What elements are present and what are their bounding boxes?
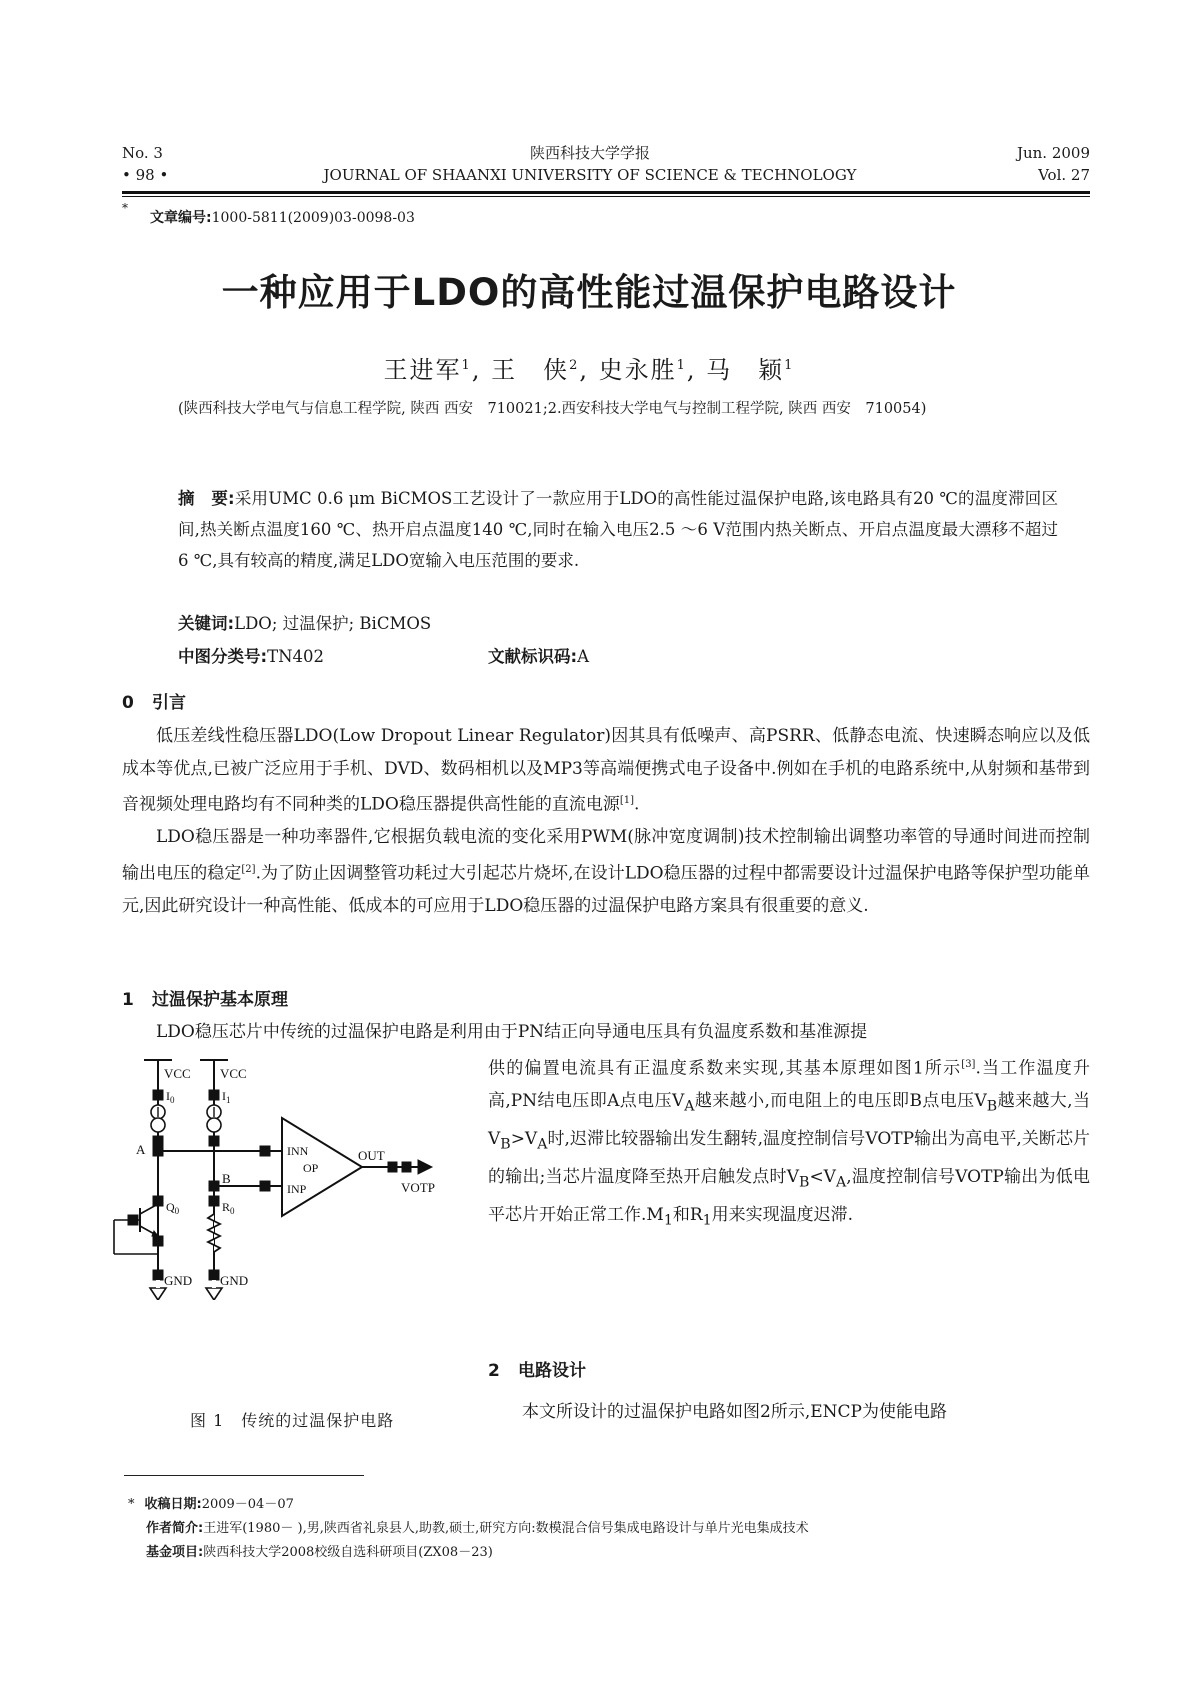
abstract-text: 采用UMC 0.6 μm BiCMOS工艺设计了一款应用于LDO的高性能过温保护电路,该电路具有20 ℃的温度滞回区间,热关断点温度160 ℃、热开启点温度140 ℃,同时在输入电压2.5 ～6 V范围内热关断点、开启点温度最大漂移不超过6 ℃,具有较高的精度,满足LDO宽输入电压范围的要求. <box>178 489 1058 570</box>
votp-label: VOTP <box>401 1180 435 1195</box>
header-left <box>122 142 168 186</box>
subscript: A <box>835 1174 847 1191</box>
author-affiliation-mark: 2 <box>569 358 580 373</box>
journal-name-en: JOURNAL OF SHAANXI UNIVERSITY OF SCIENCE & TECHNOLOGY <box>323 166 857 184</box>
inn-label: INN <box>287 1144 309 1158</box>
section-number: 0 <box>122 693 134 713</box>
out-label: OUT <box>358 1148 385 1163</box>
output-arrow-icon <box>418 1160 432 1174</box>
figure-1-caption: 图 1 传统的过温保护电路 <box>190 1411 395 1430</box>
principle-first-line <box>122 1016 1090 1049</box>
text-run: . <box>634 794 640 815</box>
article-star: * <box>122 201 128 215</box>
ground-icon <box>150 1288 166 1300</box>
author-name: 史永胜 <box>598 356 677 384</box>
fund-value: 陕西科技大学2008校级自选科研项目(ZX08－23) <box>203 1545 493 1560</box>
section-heading-2 <box>488 1356 586 1381</box>
text-run: 用来实现温度迟滞. <box>711 1204 854 1225</box>
resistor-icon <box>208 1214 220 1252</box>
author-bio-label: 作者简介: <box>146 1521 204 1536</box>
op-label: OP <box>303 1161 319 1175</box>
issue-date: Jun. 2009 <box>1016 144 1090 162</box>
volume: Vol. 27 <box>1038 166 1090 184</box>
ground-icon <box>206 1288 222 1300</box>
affiliation: (陕西科技大学电气与信息工程学院, 陕西 西安 710021;2.西安科技大学电气与控制工程学院, 陕西 西安 710054) <box>178 401 927 417</box>
design-text <box>488 1396 1090 1429</box>
page-number: • 98 • <box>122 166 169 184</box>
output-pin <box>388 1162 397 1172</box>
bjt-transistor-icon <box>114 1204 163 1254</box>
subscript: A <box>684 1098 695 1115</box>
keywords-value: LDO; 过温保护; BiCMOS <box>234 614 432 633</box>
section-title: 过温保护基本原理 <box>152 990 288 1010</box>
abstract-label: 摘 要: <box>178 489 235 508</box>
paragraph <box>488 1049 1090 1237</box>
article-number-label: 文章编号: <box>150 210 212 226</box>
text-run: 供的偏置电流具有正温度系数来实现,其基本原理如图1所示 <box>488 1058 962 1079</box>
author-affiliation-mark: 1 <box>461 358 472 373</box>
footnote-rule <box>124 1475 364 1476</box>
section-heading-1 <box>122 985 288 1010</box>
inn-pin <box>260 1146 270 1156</box>
subscript: 1 <box>663 1212 673 1229</box>
abstract <box>178 483 1058 576</box>
paper-title: 一种应用于LDO的高性能过温保护电路设计 <box>221 271 957 314</box>
received-date <box>128 1493 809 1517</box>
document-code-label: 文献标识码: <box>488 647 578 666</box>
current-source-icon <box>151 1090 165 1146</box>
r0-label: $R_0$ <box>222 1200 235 1216</box>
output-pin <box>402 1162 411 1172</box>
subscript: B <box>986 1098 998 1115</box>
header-center <box>250 142 930 186</box>
current-source-icon <box>207 1090 221 1146</box>
subscript: B <box>500 1136 511 1153</box>
author-bio-value: 王进军(1980－ ),男,陕西省礼泉县人,助教,硕士,研究方向:数模混合信号集成电路设计与单片光电集成技术 <box>203 1521 809 1536</box>
issue-number: No. 3 <box>122 144 163 162</box>
classification-label: 中图分类号: <box>178 647 268 666</box>
text-run: 低压差线性稳压器LDO(Low Dropout Linear Regulator)因其具有低噪声、高PSRR、低静态电流、快速瞬态响应以及低成本等优点,已被广泛应用于手机、DVD、数码相机以及MP3等高端便携式电子设备中.例如在手机的电路系统中,从射频和基带到音视频处理电路均有不同种类的LDO稳压器提供高性能的直流电源 <box>122 726 1090 815</box>
classification-value: TN402 <box>267 647 325 666</box>
author-name: 王进军 <box>383 356 462 384</box>
vcc-label: VCC <box>220 1066 247 1081</box>
text-run: 越来越大,当V <box>488 1091 1090 1150</box>
section-number: 1 <box>122 990 134 1010</box>
paragraph: 本文所设计的过温保护电路如图2所示,ENCP为使能电路 <box>522 1402 947 1422</box>
citation: [1] <box>619 795 635 806</box>
section-title: 引言 <box>152 693 186 713</box>
classification <box>178 643 324 667</box>
gnd-label: GND <box>164 1273 193 1288</box>
vcc-label: VCC <box>164 1066 191 1081</box>
paragraph: LDO稳压芯片中传统的过温保护电路是利用由于PN结正向导通电压具有负温度系数和基准源提 <box>156 1022 868 1042</box>
author-list: 王进军$^1$, 王 侠$^2$, 史永胜$^1$, 马 颖$^1$ <box>383 356 795 384</box>
citation: [3] <box>961 1059 976 1070</box>
header-right <box>1017 142 1090 186</box>
article-number <box>122 201 415 227</box>
inp-label: INP <box>287 1182 307 1196</box>
text-run: .为了防止因调整管功耗过大引起芯片烧坏,在设计LDO稳压器的过程中都需要设计过温保护电路等保护型功能单元,因此研究设计一种高性能、低成本的可应用于LDO稳压器的过温保护电路方案具有很重要的意义. <box>122 863 1090 916</box>
q0-label: $Q_0$ <box>166 1200 180 1216</box>
header-rule <box>122 191 1090 194</box>
fund-info <box>146 1541 809 1565</box>
author-name: 王 侠 <box>491 356 570 384</box>
node-a-label: A <box>136 1142 146 1157</box>
section-title: 电路设计 <box>518 1361 586 1381</box>
node-b-label: B <box>222 1171 231 1186</box>
author-name: 马 颖 <box>706 356 785 384</box>
i1-label: $I_1$ <box>222 1089 231 1105</box>
text-run: ,温度控制信号VOTP输出为低电平芯片开始正常工作.M <box>488 1166 1090 1225</box>
comparator-symbol <box>282 1118 362 1216</box>
received-value: 2009－04－07 <box>201 1497 294 1512</box>
i0-label: $I_0$ <box>166 1089 175 1105</box>
author-affiliation-mark: 1 <box>784 358 795 373</box>
author-affiliation-mark: 1 <box>676 358 687 373</box>
text-run: <V <box>809 1166 836 1187</box>
principle-text <box>488 1049 1090 1237</box>
subscript: A <box>537 1136 548 1153</box>
text-run: 和R <box>672 1204 703 1225</box>
intro-text <box>122 720 1090 922</box>
text-run: >V <box>510 1129 538 1150</box>
inp-pin <box>260 1181 270 1191</box>
keywords-label: 关键词: <box>178 614 235 633</box>
section-number: 2 <box>488 1361 500 1381</box>
paragraph <box>122 720 1090 821</box>
author-bio <box>146 1517 809 1541</box>
subscript: B <box>799 1174 810 1191</box>
text-run: .当工作温度升高,PN结电压即A点电压V <box>488 1058 1091 1112</box>
gnd-label: GND <box>220 1273 249 1288</box>
keywords <box>178 610 431 634</box>
journal-name-cn: 陕西科技大学学报 <box>529 144 650 162</box>
q0-bottom-dot <box>153 1270 163 1280</box>
fund-label: 基金项目: <box>146 1545 204 1560</box>
header-rule-thin <box>122 196 1090 197</box>
citation: [2] <box>241 863 256 875</box>
text-run: 越来越小,而电阻上的电压即B点电压V <box>694 1091 987 1112</box>
document-code <box>488 643 589 667</box>
footnotes <box>128 1493 809 1565</box>
section-heading-0 <box>122 688 186 713</box>
figure-1-circuit <box>110 1056 470 1396</box>
paragraph <box>122 821 1090 922</box>
text-run: 时,迟滞比较器输出发生翻转,温度控制信号VOTP输出为高电平,关断芯片的输出;当芯片温度降至热开启触发点时V <box>488 1129 1090 1187</box>
text-run: LDO稳压器是一种功率器件,它根据负载电流的变化采用PWM(脉冲宽度调制)技术控制输出调整功率管的导通时间进而控制输出电压的稳定 <box>122 827 1090 884</box>
r0-bottom-dot <box>209 1270 219 1280</box>
subscript: 1 <box>702 1212 712 1229</box>
article-number-value: 1000-5811(2009)03-0098-03 <box>211 210 415 226</box>
received-label: 收稿日期: <box>144 1497 202 1512</box>
document-code-value: A <box>577 647 590 666</box>
footnote-star: * <box>128 1497 135 1512</box>
r0-top-dot <box>209 1196 219 1206</box>
